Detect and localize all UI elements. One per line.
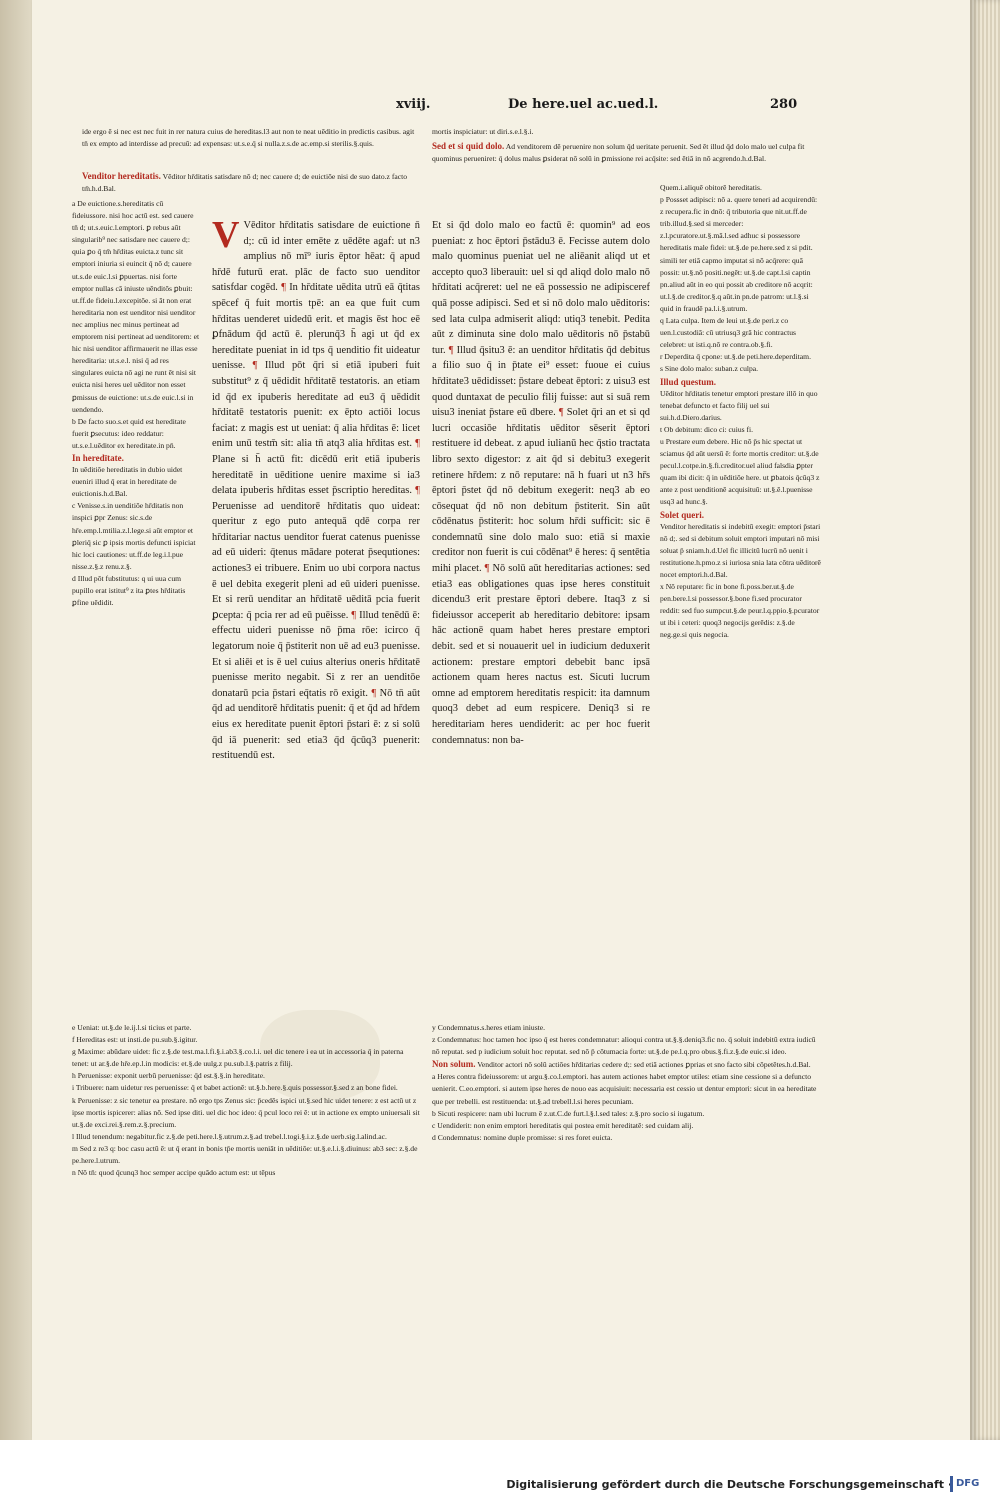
text-paragraph: Sicuti lucrum omne ad emptorem hereditatis respicit: ita damnum quoq3 debet ad eum respicere.	[432, 672, 650, 715]
paragraph-mark: ¶	[351, 609, 357, 621]
digitization-credit: Digitalisierung gefördert durch die Deutsche Forschungsgemeinschaft ·	[506, 1478, 952, 1491]
gloss-heading: Illud questum.	[660, 376, 717, 387]
paragraph-mark: ¶	[252, 360, 258, 372]
gloss-note: p Possset adipisci: nō a. quere teneri ad acquirendū: z recupera.fic in dnō: q̄ tributoria que nit.ut.ff.de trib.illud.§.sed si merceder: z.l.pcuratore.ut.§.mā.l.sed adhuc si possessore hereditatis male fidei: ut.§.de pe.here.sed z si pdit. simili ter etiā capmo imputat si nō acq̄rere: quā possit: ut.§.nō positi.negēt: ut.§.de capt.l.si captin pn.aliud aūt in eo qui possit ab creditore nō acqrit: ut.l.§.de creditor.§.q aūt.in pn.de patrom: ut.l.§.si quid in fraudē pa.l.i.§.utrum.	[660, 195, 818, 313]
text-paragraph: Pedita aūt z diminuta sine dolo malo uēditoris nō p̄stabū tur.	[432, 313, 650, 356]
top-gloss-left	[82, 126, 420, 172]
paragraph-mark: ¶	[484, 563, 490, 575]
text-paragraph: Deniq3 si re hereditariam heres uendiderit: ac per hoc fuerit condemnatus: non ba-	[432, 703, 650, 746]
gloss-note: a De euictione.s.hereditatis cū fideiussore. nisi hoc actū est. sed cauere tn̄ d; ut.s.euic.l.emptori. ꝑ rebus aūt singularib⁹ nec satisdare nec cauere d;: quia ꝑo q̄ tm̄ hr̄ditas euicta.z tunc sit emptori iniuria si euincit q̄ nō d; cauere ut.s.de euic.l.si ꝑpuertas. nisi forte emptor nullas cā iniuste uēnditōs ꝑbuit: ut.ff.de fideiu.l.excepitōe. si āt non erat hereditaria non est uenditor nisi uenditor nec amplius nec minus pertineat ad emptorem nisi pertineat ad uenditorem: et hic nisi uenditor affirmauerit ne illas esse hereditaria: ut.s.e.l. nisi q̄ ad res singulares euicta nō agi ne runt ēt nisi sit euicta nisi heres uel uēditor non esset ꝑmissus de euictione: ut.s.de euic.l.si in uendendo.	[72, 199, 200, 414]
gloss-heading: Venditor hereditatis.	[82, 171, 161, 181]
gloss-note: i Tribuere: nam uidetur res peruenisse: q̄ et babet actionē: ut.§.b.here.§.quis possessor.§.sed z an bone fidei.	[72, 1083, 398, 1093]
gloss-note: y Condemnatus.s.heres etiam iniuste.	[432, 1023, 546, 1032]
page-number: 280	[770, 97, 798, 112]
gloss-note: c Venisse.s.in uenditiōe hr̄ditatis non inspici ꝑpr Zenus: sic.s.de hr̄e.emp.l.mtilia.z.l.lege.si aūt emptor et ꝑleriq̄ sic ꝑ ipsis mortis defuncti ispiciat hic loci cautiones: ut.ff.de leg.i.l.pue nisse.z.§.z renu.z.§.	[72, 501, 196, 571]
gloss-note: q Lata culpa. Item de leui ut.§.de peri.z co uen.l.custodiā: cū utriusq3 grā hic contractus celebret: ut isti.q.nō re contra.ob.§.fi.	[660, 316, 797, 350]
text-paragraph: Itaq3 z si fideiussor acceperit ab hereditario debitore: ipsam hāc actionē quam habet heres prestare emptori debit. sed et si nouauerit uel in iudicium deduxerit actionem: prestare emptori debebit banc ipsā actionem quam heres nactus est.	[432, 594, 650, 684]
gloss-note: x Nō reputare: fic in bone fi.poss.ber.ut.§.de pen.bere.l.si possessor.§.bone fi.sed procurator reddit: sed fuo sumpcut.§.de peur.l.q.ppio.§.pcurator ut ibi i ceteri: quoq3 negocijs gerēdis: z.§.de neg.ge.si quis negocia.	[660, 582, 820, 640]
gloss-note: h Peruenisse: exponit uerbū peruenisse: q̄d est.§.§.in hereditate.	[72, 1071, 265, 1081]
gloss-note: m Sed z re3 q: boc casu actū ē: ut q̄ erant in bonis tp̄e mortis ueniāt in uēditiōe: ut.§.e.l.i.§.diuinus: ab3 sec: z.§.de pe.here.l.utrum.	[72, 1143, 418, 1166]
gloss-note: f Hereditas est: ut insti.de pu.sub.§.igitur.	[72, 1035, 198, 1045]
gloss-heading-text: Ad venditorem dē peruenire non solum q̄d ueritate peruenit. Sed ēt illud q̄d dolo malo uel culpa fit quominus perueniret: q̄ dolus malus ꝑsiderat nō solū in ꝑmissione rei acq̄site: sed ētiā in nō acgrendo.h.d.Bal.	[432, 142, 805, 164]
text-paragraph: Illud q̄situ3 ē: an uenditor hr̄ditatis q̄d debitus a filio suo q̄ in p̄tate ei⁹ esset: fuoue ei cuius hr̄ditate3 uēdidisset: p̄stare debeat ēptori: z uisu3 est quod duntaxat de peculio filij fuisse: aut si suā rem uisu3 ineniat p̄stare eū dbere.	[432, 344, 650, 419]
gloss-note: t Ob debitum: dico ci: cuius fi.	[660, 424, 754, 434]
gloss-note: r Deperdita q̄ cpone: ut.§.de peti.here.deperditam.	[660, 352, 811, 362]
gloss-heading: In heredītate.	[72, 452, 124, 463]
gloss-note: a Heres contra fideiussorem: ut argu.§.co.l.emptori. has autem actiones habet emptor utiles: etiam sine cessione si a defuncto uenierit. C.eo.emptori. si autem ipse heres de nouo eas acquisiuit: necessaria est cessio ut dentur emptori: sicut in ea hereditate que per trebelli. est restituenda: ut.§.ad trebell.l.si heres pecuniam.	[432, 1072, 817, 1106]
text-paragraph: Illud pōt q̄ri si etiā ipuberi fuit substitut⁹ z q̄ uēdidit hr̄ditatē testatoris. an etiam id q̄d ex ipuberis hereditate ad eu3 q̄ uēdidit hr̄ditatē testatoris puenit: ex ēpto actiōi locus faciat: z magis est ut ueniat: q̄ alia hr̄ditas ē: licet enim unū testm̄ sit: alia tn̄ atq3 alia hr̄ditas est.	[212, 360, 420, 450]
gloss-heading: Sed et si quid dolo.	[432, 141, 505, 151]
text-paragraph: Enim uo ubi corpora nactus ē uel debita exegerit pleni ad eū uideri puenisse. Et si rerū uenditar an hr̄ditatē uēditā pcia fuerit ꝑcepta: q̄ pcia rer ad eū puēisse.	[212, 563, 420, 621]
top-gloss-heading-block	[82, 170, 422, 198]
text-paragraph: Et si q̄d dolo malo eo factū ē: quomin⁹ ad eos pueniat: z hoc ēptori p̄stādu3 ē. Fecisse autem dolo malo quominus pueniat uel ne aliēanit aliqd ut et accepto quo3 liberauit: uel si qd aliqd dolo malo nō hr̄ditati acq̄reret: uel ne eā possessio ne adipisceref quā posse adipisci.	[432, 220, 650, 309]
text-paragraph: Sin aūt cōdēnatus p̄stiterit: hoc solum hr̄di sufficit: sic ē condemnatū sine dolo malo suo: etiā si maxie creditor non fuerit is cui cōdēnat⁹ ē heres: q̄ sentētia mihi placet.	[432, 500, 650, 575]
gloss-note: s Sine dolo malo: suban.z culpa.	[660, 364, 759, 374]
gloss-note: d Illud pōt fubstitutus: q ui uua cum pupillo erat istitut⁹ z ita ꝑtes hr̄ditatis ꝑfine uēdidit.	[72, 573, 186, 608]
text-paragraph: Vēditor hr̄ditatis satisdare de euictione n̄ d;: cū id inter emēte z uēdēte agaf: ut n3 amplius nō mī⁹ iuris ēptor hēat: q̄ apud hr̄dē futurū erat. plāc de facto suo uenditor satisfdar cogēd.	[212, 220, 420, 294]
footer-bar	[0, 1440, 1000, 1496]
dfg-logo: DFG	[950, 1476, 988, 1492]
paragraph-mark: ¶	[448, 344, 454, 356]
gloss-paragraph: mortis inspiciatur: ut diri.s.e.l.§.i.	[432, 127, 534, 136]
left-gloss-column	[72, 198, 200, 1020]
gloss-note: Quem.i.aliquē obitorē hereditatis.	[660, 183, 762, 192]
gloss-note: g Maxime: abūdare uidet: fic z.§.de test.ma.l.fi.§.i.ab3.§.co.l.i. uel dic tenere i ea ut in accessoria q̄ in paterna tenet: ut ar.§.de hr̄e.ep.l.in modicis: et.§.de uulg.z pu.sub.l.§.patris z filij.	[72, 1047, 404, 1069]
gloss-note: b De facto suo.s.et quid est hereditate fuerit ꝑsecutus: ideo reddatur: ut.s.e.l.uēditor ex hereditate.in pn̄.	[72, 416, 186, 450]
bottom-notes-left	[72, 1022, 420, 1260]
gloss-note: u Prestare eum debere. Hic nō p̄s hic spectat ut sciamus q̄d aūt uersū ē: forte mortis creditor: ut.§.de pecul.l.cotpe.in.§.fi.creditor.uel aliud falsdia ꝑpter quam ibi dicit: q̄ in uēditiōe here. ut ꝑbatois q̄cūq3 z ante z post uenditionē acquisituū: ut.§.ē.l.puenisse usq3 ad hunc.§.	[660, 436, 820, 507]
text-paragraph: Illud tenēdū ē: effectu uideri puenisse nō p̄ma rōe: icirco q̄ legatorum noie q̄ p̄stiterit non uē ad eu3 puenisse. Et si aliēi et is ē uel cuius alterius oneris hr̄ditatē puenisse merito negabit. Si z rer an uenditōe donatarū pcia p̄stari eq̄tatis rō exigit.	[212, 609, 420, 699]
text-paragraph: In hr̄ditate uēdita utrū eā q̄titas spēcef q̄ fuit mortis tpē: an ea que fuit cum hr̄ditas uenderet uidedū erit. et magis ēst hoc eē ꝑfnādum q̄d actū ē. plerunq̄3 h̄ agi ut q̄d ex hereditate pueniat in id tps q̄ uenditio fit uideatur uenisse.	[212, 282, 420, 372]
gloss-note: d Condemnatus: nomine duple promisse: si res foret euicta.	[432, 1132, 613, 1142]
gloss-paragraph: ide ergo ē si nec est nec fuit in rer natura cuius de hereditas.l3 aut non te neat uēditio in predictis casibus. agit tn̄ ex empto ad interdisse ad precuū: ad expensas: ut.s.e.q̄ si nulla.z.s.de ac.emp.si sterilis.§.quis.	[82, 127, 415, 149]
text-paragraph: Plane si h̄ actū fit: dicēdū erit etiā ipuberis hereditatē in uēditione uenire maxime si ia3 delata ipuberis hr̄ditas esset p̄scriptio hereditas.	[212, 453, 420, 497]
gloss-heading: Non solum.	[432, 1059, 476, 1070]
bottom-notes-right	[432, 1022, 824, 1260]
illuminated-initial: V	[212, 218, 240, 256]
gloss-note: In uēditiōe hereditatis in dubio uidet eueniri illud q̄ erat in hereditate de euictionis.h.d.Bal.	[72, 465, 183, 499]
top-gloss-right	[432, 126, 822, 140]
gloss-note: z Condemnatus: hoc tamen hoc ipso q̄ est heres condemnatur: alioqui contra ut.§.§.deniq3.fic no. q̄ soluit indebitū extra iudicū nō reputat. sed p iudicium soluit hoc reputat. sed nō p̄ cōtumacia forte: ut.§.de pe.l.q.pro obus.§.fi.z.§.de euic.si ideo.	[432, 1035, 816, 1057]
page-edges	[970, 0, 1000, 1440]
text-paragraph: Peruenisse ad uenditorē hr̄ditatis quo uideat: queritur z ego puto antequā qdē corpa rer hr̄ditariar nactus uenditor fuerat catenus puenisse ad eū uideri: q̄tenus mādare poterat p̄sequtiones: actiones3 ei tribuere.	[212, 500, 420, 575]
gloss-note: b Sicuti respicere: nam ubi lucrum ē z.ut.C.de furt.l.§.l.sed tales: z.§.pro socio si iugatum.	[432, 1108, 705, 1118]
gloss-note: n Nō tn̄: quod q̄cunq3 hoc semper accipe quādo actum est: ut tēpus	[72, 1168, 276, 1178]
right-gloss-column	[660, 182, 822, 1020]
paragraph-mark: ¶	[558, 407, 564, 419]
gloss-note: l Illud tenendum: negabitur.fic z.§.de peti.here.l.§.utrum.z.§.ad trebel.l.togi.§.i.z.§.de uerb.sig.l.alind.ac.	[72, 1131, 387, 1141]
main-text-column-right	[432, 218, 650, 1020]
running-title: De here.uel ac.ued.l.	[508, 97, 659, 112]
paragraph-mark: ¶	[415, 485, 420, 497]
text-paragraph: Nō solū aūt hereditarias actiones: sed etia3 eas obligationes quas ipse heres constituit dicendu3 erit prestare ēptori debere.	[432, 563, 650, 606]
gloss-note: Venditor hereditatis si indebitū exegit: emptori p̄stari nō d;. sed si debitum soluit emptori imputari nō misi soluat p̄ sniam.h.d.Uel fic illicitū lucrū nō uenit i restitutione.h.pmo.z si iuriosa snia lata cōtra uēditorē nocet emptori.h.d.Bal.	[660, 521, 821, 579]
text-paragraph: Solet q̄ri an et si qd lucri occasiōe hr̄ditatis uēditor sēserit ēptori restituere id debeat. z apud iulianū hec q̄stio tractata libro sexto digestor: z ait q̄d si debitu3 exegerit retinere hr̄dem: z nō reputare: nā h fuari ut n3 hr̄s ēptori p̄stet q̄d nō debitum exegerit: neq3 ab eo cōsequat q̄d nō non debitum p̄stiterit.	[432, 407, 650, 512]
paragraph-mark: ¶	[415, 438, 420, 450]
paragraph-mark: ¶	[281, 282, 286, 294]
paragraph-mark: ¶	[371, 687, 377, 699]
gloss-note: k Peruenisse: z sic tenetur ea prestare. nō ergo tps Zenus sic: p̄cedēs ispici ut.§.sed hic uidet tenere: z est actū ut z ipse mortis ispicerer: alias nō. Sed ipse diti. uel dic hoc ideo: q̄ pcul loco rei ē: ut in actione ex empto uniuersali sit ut.§.de exci.rei.§.rem.z.§.precium.	[72, 1095, 420, 1129]
gloss-heading: Solet queri.	[660, 509, 704, 520]
gloss-heading-text: Vēditor hr̄ditatis satisdare nō d; nec cauere d; de euictiōe nisi de suo dato.z facto tm̄.h.d.Bal.	[82, 172, 407, 194]
folio-mark: xviij.	[396, 97, 431, 112]
text-paragraph: Nō tn̄ aūt q̄d ad uenditorē hr̄ditatis puenit: q̄ et q̄d ad hr̄dem eius ex hereditate puenit ēptori p̄stari ē: z si solū q̄d iā puenerit: sed etia3 q̄d q̄cūq3 puenerit: restituendū est.	[212, 687, 420, 762]
gloss-note: e Ueniat: ut.§.de le.ij.l.si ticius et parte.	[72, 1023, 192, 1032]
text-paragraph: Sed et si nō dolo malo uēditoris: sed lata culpa admiserit aliqd: utiq3 tenebit.	[432, 297, 650, 325]
gloss-note: c Uendiderit: non enim emptori hereditatis qui postea emit hereditatē: sed cuidam alij.	[432, 1120, 694, 1130]
gloss-note: Venditor actori nō solū actiōes hr̄ditarias cedere d;: sed etiā actiones ꝑprias et sno facto sibi cōpetētes.h.d.Bal.	[477, 1060, 811, 1070]
main-text-column-left	[212, 218, 420, 1020]
gloss-note: Uēditor hr̄ditatis tenetur emptori prestare illō in quo tenebat defuncto et facto filij uel sui sui.h.d.Diero.darius.	[660, 388, 818, 422]
